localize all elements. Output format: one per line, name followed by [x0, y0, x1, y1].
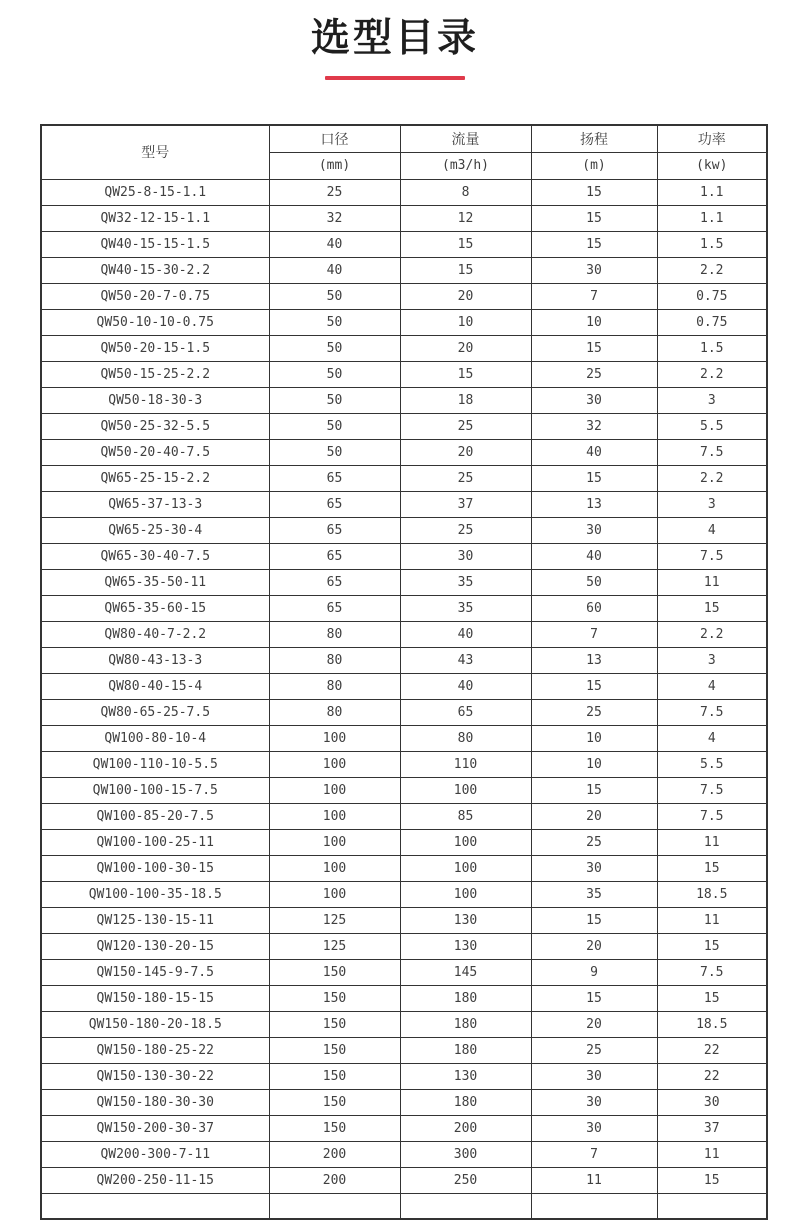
head-cell: 32 — [531, 413, 657, 439]
diameter-cell: 32 — [269, 205, 400, 231]
flow-cell: 100 — [400, 881, 531, 907]
head-cell: 13 — [531, 491, 657, 517]
head-cell: 25 — [531, 1037, 657, 1063]
model-cell: QW40-15-15-1.5 — [41, 231, 269, 257]
model-cell: QW100-100-30-15 — [41, 855, 269, 881]
model-cell: QW100-80-10-4 — [41, 725, 269, 751]
model-cell: QW150-200-30-37 — [41, 1115, 269, 1141]
model-cell: QW100-100-25-11 — [41, 829, 269, 855]
head-cell: 10 — [531, 751, 657, 777]
flow-cell: 100 — [400, 777, 531, 803]
diameter-cell: 150 — [269, 1063, 400, 1089]
diameter-cell: 50 — [269, 413, 400, 439]
diameter-cell — [269, 1193, 400, 1219]
head-cell: 15 — [531, 335, 657, 361]
flow-cell: 100 — [400, 829, 531, 855]
model-cell: QW65-30-40-7.5 — [41, 543, 269, 569]
flow-cell: 35 — [400, 595, 531, 621]
table-row — [41, 907, 767, 933]
flow-cell: 65 — [400, 699, 531, 725]
diameter-cell: 65 — [269, 569, 400, 595]
power-cell: 0.75 — [657, 283, 767, 309]
power-cell: 15 — [657, 855, 767, 881]
power-cell: 2.2 — [657, 621, 767, 647]
power-cell: 5.5 — [657, 413, 767, 439]
flow-cell: 250 — [400, 1167, 531, 1193]
head-cell: 7 — [531, 283, 657, 309]
table-row — [41, 179, 767, 205]
power-cell: 7.5 — [657, 803, 767, 829]
table-row — [41, 959, 767, 985]
model-cell: QW50-20-7-0.75 — [41, 283, 269, 309]
column-header-power: 功率 — [657, 125, 767, 152]
power-cell: 4 — [657, 673, 767, 699]
diameter-cell: 80 — [269, 647, 400, 673]
power-cell: 7.5 — [657, 439, 767, 465]
table-row — [41, 647, 767, 673]
power-cell: 3 — [657, 647, 767, 673]
head-cell: 30 — [531, 517, 657, 543]
model-cell: QW65-35-60-15 — [41, 595, 269, 621]
flow-cell: 25 — [400, 413, 531, 439]
flow-cell: 100 — [400, 855, 531, 881]
diameter-cell: 80 — [269, 673, 400, 699]
head-cell: 30 — [531, 387, 657, 413]
column-header-model: 型号 — [41, 125, 269, 179]
model-cell: QW150-180-20-18.5 — [41, 1011, 269, 1037]
table-row — [41, 1141, 767, 1167]
power-cell: 1.1 — [657, 179, 767, 205]
flow-cell: 8 — [400, 179, 531, 205]
diameter-cell: 50 — [269, 439, 400, 465]
table-row — [41, 803, 767, 829]
table-row — [41, 985, 767, 1011]
column-unit-head: (m) — [531, 152, 657, 179]
diameter-cell: 50 — [269, 309, 400, 335]
model-cell: QW100-110-10-5.5 — [41, 751, 269, 777]
column-header-flow: 流量 — [400, 125, 531, 152]
table-row — [41, 621, 767, 647]
table-row — [41, 1063, 767, 1089]
head-cell: 25 — [531, 829, 657, 855]
power-cell: 15 — [657, 985, 767, 1011]
head-cell: 20 — [531, 1011, 657, 1037]
flow-cell: 18 — [400, 387, 531, 413]
diameter-cell: 50 — [269, 335, 400, 361]
power-cell: 15 — [657, 1167, 767, 1193]
diameter-cell: 80 — [269, 621, 400, 647]
table-row — [41, 543, 767, 569]
power-cell: 11 — [657, 569, 767, 595]
diameter-cell: 50 — [269, 283, 400, 309]
diameter-cell: 80 — [269, 699, 400, 725]
head-cell: 30 — [531, 1089, 657, 1115]
head-cell: 35 — [531, 881, 657, 907]
power-cell: 0.75 — [657, 309, 767, 335]
diameter-cell: 65 — [269, 465, 400, 491]
model-cell: QW50-18-30-3 — [41, 387, 269, 413]
diameter-cell: 125 — [269, 907, 400, 933]
power-cell: 18.5 — [657, 881, 767, 907]
table-row — [41, 751, 767, 777]
power-cell: 7.5 — [657, 699, 767, 725]
model-cell: QW65-25-15-2.2 — [41, 465, 269, 491]
table-row — [41, 1011, 767, 1037]
head-cell: 7 — [531, 621, 657, 647]
power-cell: 15 — [657, 595, 767, 621]
power-cell: 18.5 — [657, 1011, 767, 1037]
model-cell: QW150-180-25-22 — [41, 1037, 269, 1063]
table-row — [41, 283, 767, 309]
flow-cell: 25 — [400, 517, 531, 543]
model-cell: QW100-100-15-7.5 — [41, 777, 269, 803]
flow-cell: 20 — [400, 335, 531, 361]
power-cell: 30 — [657, 1089, 767, 1115]
power-cell: 7.5 — [657, 543, 767, 569]
model-cell: QW200-300-7-11 — [41, 1141, 269, 1167]
flow-cell: 200 — [400, 1115, 531, 1141]
diameter-cell: 150 — [269, 959, 400, 985]
diameter-cell: 40 — [269, 257, 400, 283]
head-cell: 15 — [531, 465, 657, 491]
diameter-cell: 100 — [269, 803, 400, 829]
diameter-cell: 50 — [269, 387, 400, 413]
model-cell: QW150-180-15-15 — [41, 985, 269, 1011]
head-cell: 30 — [531, 257, 657, 283]
power-cell: 2.2 — [657, 257, 767, 283]
head-cell: 20 — [531, 933, 657, 959]
column-unit-power: (kw) — [657, 152, 767, 179]
model-cell: QW100-85-20-7.5 — [41, 803, 269, 829]
flow-cell: 85 — [400, 803, 531, 829]
power-cell: 15 — [657, 933, 767, 959]
table-row — [41, 1089, 767, 1115]
table-row — [41, 205, 767, 231]
table-header — [41, 125, 767, 179]
flow-cell: 30 — [400, 543, 531, 569]
table-row — [41, 361, 767, 387]
flow-cell: 130 — [400, 933, 531, 959]
model-cell — [41, 1193, 269, 1219]
power-cell: 11 — [657, 1141, 767, 1167]
table-row — [41, 595, 767, 621]
flow-cell: 15 — [400, 231, 531, 257]
flow-cell: 130 — [400, 907, 531, 933]
head-cell: 40 — [531, 543, 657, 569]
table-row — [41, 777, 767, 803]
power-cell: 7.5 — [657, 959, 767, 985]
model-cell: QW65-25-30-4 — [41, 517, 269, 543]
flow-cell — [400, 1193, 531, 1219]
head-cell: 25 — [531, 699, 657, 725]
model-cell: QW50-25-32-5.5 — [41, 413, 269, 439]
head-cell: 60 — [531, 595, 657, 621]
diameter-cell: 150 — [269, 1037, 400, 1063]
model-cell: QW50-15-25-2.2 — [41, 361, 269, 387]
head-cell: 15 — [531, 777, 657, 803]
power-cell: 37 — [657, 1115, 767, 1141]
model-cell: QW50-20-40-7.5 — [41, 439, 269, 465]
table-row — [41, 387, 767, 413]
flow-cell: 25 — [400, 465, 531, 491]
power-cell: 1.5 — [657, 335, 767, 361]
diameter-cell: 65 — [269, 517, 400, 543]
diameter-cell: 150 — [269, 1011, 400, 1037]
power-cell: 22 — [657, 1063, 767, 1089]
power-cell: 1.1 — [657, 205, 767, 231]
page-title: 选型目录 — [310, 17, 479, 60]
table-row — [41, 231, 767, 257]
power-cell: 5.5 — [657, 751, 767, 777]
table-row-partial — [41, 1193, 767, 1219]
head-cell: 15 — [531, 985, 657, 1011]
flow-cell: 80 — [400, 725, 531, 751]
head-cell: 25 — [531, 361, 657, 387]
diameter-cell: 200 — [269, 1167, 400, 1193]
flow-cell: 130 — [400, 1063, 531, 1089]
model-cell: QW150-180-30-30 — [41, 1089, 269, 1115]
head-cell: 9 — [531, 959, 657, 985]
flow-cell: 20 — [400, 283, 531, 309]
table-row — [41, 933, 767, 959]
flow-cell: 15 — [400, 257, 531, 283]
flow-cell: 12 — [400, 205, 531, 231]
table-row — [41, 829, 767, 855]
head-cell: 15 — [531, 179, 657, 205]
model-cell: QW40-15-30-2.2 — [41, 257, 269, 283]
flow-cell: 20 — [400, 439, 531, 465]
diameter-cell: 50 — [269, 361, 400, 387]
diameter-cell: 100 — [269, 829, 400, 855]
diameter-cell: 150 — [269, 1115, 400, 1141]
flow-cell: 145 — [400, 959, 531, 985]
flow-cell: 180 — [400, 1089, 531, 1115]
column-header-diameter: 口径 — [269, 125, 400, 152]
diameter-cell: 100 — [269, 751, 400, 777]
table-row — [41, 335, 767, 361]
head-cell — [531, 1193, 657, 1219]
power-cell: 22 — [657, 1037, 767, 1063]
table-row — [41, 1115, 767, 1141]
flow-cell: 180 — [400, 985, 531, 1011]
model-cell: QW125-130-15-11 — [41, 907, 269, 933]
power-cell: 4 — [657, 517, 767, 543]
table-row — [41, 881, 767, 907]
flow-cell: 43 — [400, 647, 531, 673]
table-row — [41, 569, 767, 595]
table-row — [41, 491, 767, 517]
column-unit-diameter: (mm) — [269, 152, 400, 179]
model-cell: QW100-100-35-18.5 — [41, 881, 269, 907]
model-cell: QW65-35-50-11 — [41, 569, 269, 595]
flow-cell: 15 — [400, 361, 531, 387]
power-cell: 2.2 — [657, 465, 767, 491]
diameter-cell: 25 — [269, 179, 400, 205]
power-cell: 4 — [657, 725, 767, 751]
head-cell: 50 — [531, 569, 657, 595]
model-cell: QW80-65-25-7.5 — [41, 699, 269, 725]
power-cell: 11 — [657, 907, 767, 933]
model-cell: QW150-145-9-7.5 — [41, 959, 269, 985]
model-cell: QW200-250-11-15 — [41, 1167, 269, 1193]
model-cell: QW32-12-15-1.1 — [41, 205, 269, 231]
column-header-head: 扬程 — [531, 125, 657, 152]
diameter-cell: 100 — [269, 777, 400, 803]
header-name-row — [41, 125, 767, 152]
model-cell: QW120-130-20-15 — [41, 933, 269, 959]
flow-cell: 10 — [400, 309, 531, 335]
head-cell: 10 — [531, 725, 657, 751]
table-body — [41, 179, 767, 1219]
head-cell: 30 — [531, 1115, 657, 1141]
diameter-cell: 100 — [269, 725, 400, 751]
table-row — [41, 309, 767, 335]
table-row — [41, 699, 767, 725]
diameter-cell: 100 — [269, 855, 400, 881]
diameter-cell: 65 — [269, 543, 400, 569]
table-row — [41, 465, 767, 491]
table-row — [41, 1037, 767, 1063]
model-cell: QW150-130-30-22 — [41, 1063, 269, 1089]
power-cell — [657, 1193, 767, 1219]
column-unit-flow: (m3/h) — [400, 152, 531, 179]
model-cell: QW50-10-10-0.75 — [41, 309, 269, 335]
flow-cell: 180 — [400, 1037, 531, 1063]
table-row — [41, 257, 767, 283]
table-row — [41, 439, 767, 465]
table-row — [41, 855, 767, 881]
title-underline-bar — [325, 76, 465, 80]
head-cell: 13 — [531, 647, 657, 673]
flow-cell: 40 — [400, 621, 531, 647]
table-row — [41, 673, 767, 699]
head-cell: 10 — [531, 309, 657, 335]
model-cell: QW65-37-13-3 — [41, 491, 269, 517]
head-cell: 15 — [531, 907, 657, 933]
table-row — [41, 725, 767, 751]
power-cell: 3 — [657, 387, 767, 413]
diameter-cell: 65 — [269, 595, 400, 621]
power-cell: 2.2 — [657, 361, 767, 387]
head-cell: 15 — [531, 205, 657, 231]
model-cell: QW80-40-15-4 — [41, 673, 269, 699]
head-cell: 7 — [531, 1141, 657, 1167]
model-cell: QW80-43-13-3 — [41, 647, 269, 673]
head-cell: 20 — [531, 803, 657, 829]
flow-cell: 40 — [400, 673, 531, 699]
power-cell: 1.5 — [657, 231, 767, 257]
flow-cell: 300 — [400, 1141, 531, 1167]
flow-cell: 180 — [400, 1011, 531, 1037]
head-cell: 30 — [531, 1063, 657, 1089]
head-cell: 15 — [531, 231, 657, 257]
diameter-cell: 40 — [269, 231, 400, 257]
model-cell: QW25-8-15-1.1 — [41, 179, 269, 205]
head-cell: 30 — [531, 855, 657, 881]
model-cell: QW80-40-7-2.2 — [41, 621, 269, 647]
diameter-cell: 125 — [269, 933, 400, 959]
power-cell: 3 — [657, 491, 767, 517]
diameter-cell: 100 — [269, 881, 400, 907]
head-cell: 15 — [531, 673, 657, 699]
diameter-cell: 200 — [269, 1141, 400, 1167]
model-cell: QW50-20-15-1.5 — [41, 335, 269, 361]
flow-cell: 35 — [400, 569, 531, 595]
power-cell: 11 — [657, 829, 767, 855]
diameter-cell: 150 — [269, 1089, 400, 1115]
table-row — [41, 517, 767, 543]
head-cell: 11 — [531, 1167, 657, 1193]
table-row — [41, 1167, 767, 1193]
head-cell: 40 — [531, 439, 657, 465]
flow-cell: 110 — [400, 751, 531, 777]
selection-catalog-table — [40, 124, 768, 1220]
flow-cell: 37 — [400, 491, 531, 517]
diameter-cell: 65 — [269, 491, 400, 517]
table-row — [41, 413, 767, 439]
diameter-cell: 150 — [269, 985, 400, 1011]
power-cell: 7.5 — [657, 777, 767, 803]
